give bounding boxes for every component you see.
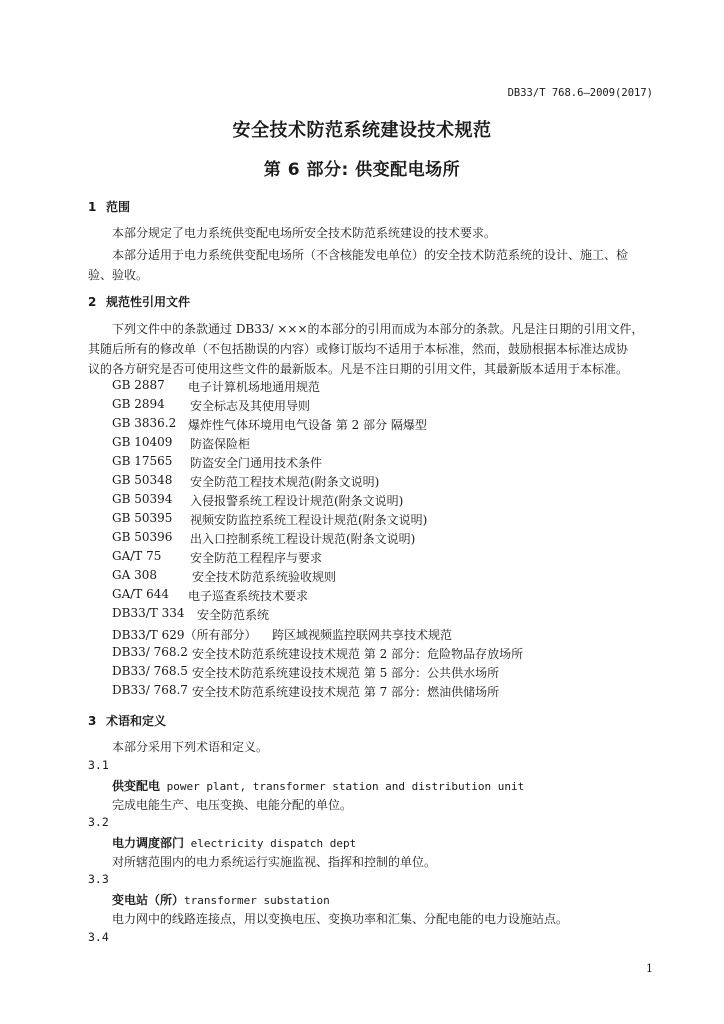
reference-code: GB 50396 bbox=[112, 530, 173, 544]
reference-item bbox=[0, 587, 724, 605]
reference-title: 入侵报警系统工程设计规范(附条文说明) bbox=[190, 494, 404, 508]
reference-code: GB 10409 bbox=[112, 435, 173, 449]
reference-title: 安全防范工程技术规范(附条文说明) bbox=[190, 475, 380, 489]
term-definition: 电力网中的线路连接点，用以变换电压、变换功率和汇集、分配电能的电力设施站点。 bbox=[112, 912, 569, 926]
section-heading-scope bbox=[88, 198, 130, 215]
term-number: 3.4 bbox=[88, 930, 109, 944]
normative-paragraph-line-2: 其随后所有的修改单（不包括勘误的内容）或修订版均不适用于本标准，然而，鼓励根据本标准达成协 bbox=[88, 342, 629, 356]
reference-item bbox=[0, 549, 724, 567]
reference-title: 安全防范系统 bbox=[197, 608, 270, 622]
term-title bbox=[112, 891, 330, 908]
reference-item bbox=[0, 492, 724, 510]
reference-item bbox=[0, 568, 724, 586]
reference-title: 安全技术防范系统建设技术规范 第 7 部分：燃油供储场所 bbox=[192, 685, 500, 699]
reference-item bbox=[0, 416, 724, 434]
term-number: 3.2 bbox=[88, 815, 109, 829]
part-title: 第 6 部分: 供变配电场所 bbox=[263, 160, 461, 180]
reference-code: GB 50348 bbox=[112, 473, 173, 487]
reference-code: GB 50395 bbox=[112, 511, 173, 525]
reference-item bbox=[0, 378, 724, 396]
reference-code: DB33/T 629（所有部分） bbox=[112, 628, 257, 642]
terms-intro: 本部分采用下列术语和定义。 bbox=[112, 740, 269, 754]
reference-title: 安全技术防范系统建设技术规范 第 5 部分：公共供水场所 bbox=[192, 666, 500, 680]
scope-paragraph-2-cont: 验、验收。 bbox=[88, 268, 149, 282]
reference-title: 电子计算机场地通用规范 bbox=[188, 380, 321, 394]
section-title: 范围 bbox=[106, 200, 131, 214]
reference-item bbox=[0, 530, 724, 548]
section-number: 3 bbox=[88, 714, 97, 728]
reference-title: 爆炸性气体环境用电气设备 第 2 部分 隔爆型 bbox=[188, 418, 427, 432]
reference-code: GA/T 75 bbox=[112, 549, 162, 563]
term-zh: 变电站（所） bbox=[112, 893, 185, 907]
reference-item bbox=[0, 606, 724, 624]
term-en: power plant, transformer station and distribution unit bbox=[160, 780, 525, 793]
reference-code: DB33/ 768.2 bbox=[112, 645, 188, 659]
term-en: transformer substation bbox=[184, 894, 330, 907]
reference-item bbox=[0, 454, 724, 472]
reference-title: 出入口控制系统工程设计规范(附条文说明) bbox=[190, 532, 416, 546]
reference-code: GB 2887 bbox=[112, 378, 165, 392]
normative-paragraph-line-1: 下列文件中的条款通过 DB33/ ×××的本部分的引用而成为本部分的条款。凡是注日期的引用文件， bbox=[112, 322, 644, 336]
page-number: 1 bbox=[646, 962, 653, 975]
scope-paragraph-1: 本部分规定了电力系统供变配电场所安全技术防范系统建设的技术要求。 bbox=[112, 226, 497, 240]
standard-code: DB33/T 768.6—2009(2017) bbox=[507, 87, 653, 99]
reference-code: GA 308 bbox=[112, 568, 157, 582]
reference-code: GB 3836.2 bbox=[112, 416, 177, 430]
scope-paragraph-2: 本部分适用于电力系统供变配电场所（不含核能发电单位）的安全技术防范系统的设计、施工、检 bbox=[112, 248, 629, 262]
section-number: 2 bbox=[88, 295, 97, 309]
section-heading-terms bbox=[88, 712, 166, 729]
reference-item bbox=[0, 473, 724, 491]
reference-title: 安全标志及其使用导则 bbox=[190, 399, 311, 413]
reference-title: 防盗保险柜 bbox=[190, 437, 251, 451]
term-title bbox=[112, 777, 524, 794]
term-number: 3.1 bbox=[88, 758, 109, 772]
reference-item bbox=[0, 683, 724, 701]
reference-item bbox=[0, 511, 724, 529]
term-number: 3.3 bbox=[88, 872, 109, 886]
reference-title: 跨区域视频监控联网共享技术规范 bbox=[272, 628, 453, 642]
document-title: 安全技术防范系统建设技术规范 bbox=[232, 120, 492, 141]
term-definition: 完成电能生产、电压变换、电能分配的单位。 bbox=[112, 798, 353, 812]
reference-item bbox=[0, 645, 724, 663]
section-heading-normative bbox=[88, 293, 190, 310]
reference-title: 安全技术防范系统验收规则 bbox=[192, 570, 337, 584]
reference-item bbox=[0, 664, 724, 682]
section-title: 规范性引用文件 bbox=[106, 295, 191, 309]
reference-item bbox=[0, 397, 724, 415]
reference-code: DB33/ 768.5 bbox=[112, 664, 188, 678]
reference-code: GA/T 644 bbox=[112, 587, 170, 601]
reference-code: GB 50394 bbox=[112, 492, 173, 506]
reference-code: GB 17565 bbox=[112, 454, 173, 468]
reference-code: GB 2894 bbox=[112, 397, 165, 411]
reference-title: 电子巡查系统技术要求 bbox=[188, 589, 309, 603]
normative-paragraph-line-3: 议的各方研究是否可使用这些文件的最新版本。凡是不注日期的引用文件，其最新版本适用于本标准。 bbox=[88, 362, 629, 376]
term-definition: 对所辖范围内的电力系统运行实施监视、指挥和控制的单位。 bbox=[112, 855, 437, 869]
section-title: 术语和定义 bbox=[106, 714, 167, 728]
term-zh: 供变配电 bbox=[112, 779, 161, 793]
term-en: electricity dispatch dept bbox=[184, 837, 357, 850]
section-number: 1 bbox=[88, 200, 97, 214]
term-title bbox=[112, 834, 356, 851]
reference-title: 防盗安全门通用技术条件 bbox=[190, 456, 323, 470]
reference-code: DB33/T 334 bbox=[112, 606, 185, 620]
reference-title: 安全防范工程程序与要求 bbox=[190, 551, 323, 565]
reference-title: 视频安防监控系统工程设计规范(附条文说明) bbox=[190, 513, 428, 527]
term-zh: 电力调度部门 bbox=[112, 836, 185, 850]
reference-item bbox=[0, 435, 724, 453]
reference-item bbox=[0, 626, 724, 644]
reference-title: 安全技术防范系统建设技术规范 第 2 部分：危险物品存放场所 bbox=[192, 647, 524, 661]
reference-code: DB33/ 768.7 bbox=[112, 683, 188, 697]
